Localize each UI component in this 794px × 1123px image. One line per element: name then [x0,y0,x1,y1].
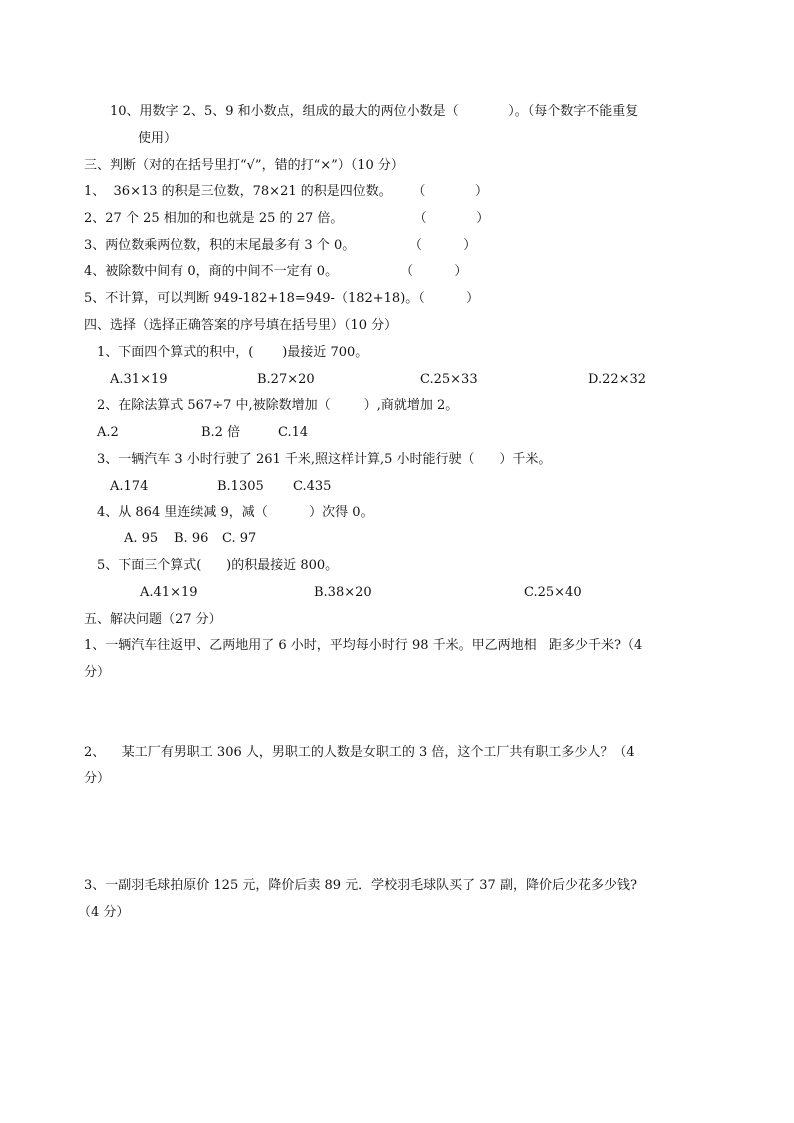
choice-q4-option-a: A. 95 [124,531,159,546]
q10-line1: 10、用数字 2、5、9 和小数点，组成的最大的两位小数是（ ）。（每个数字不能重复 [110,104,639,119]
choice-q2-option-b: B.2 倍 [201,425,241,440]
choice-q1-option-a: A.31×19 [110,372,168,387]
choice-q3-option-a: A.174 [110,479,149,494]
choice-q4-option-b: B. 96 [174,531,209,546]
problem-2-line2: 分） [84,771,111,786]
judge-item-2: 2、27 个 25 相加的和也就是 25 的 27 倍。 （ ） [84,211,490,226]
q10-line2: 使用） [138,131,178,146]
choice-q2-option-c: C.14 [278,425,309,440]
choice-q2: 2、在除法算式 567÷7 中,被除数增加（ ）,商就增加 2。 [97,398,459,413]
choice-q3-option-c: C.435 [293,479,332,494]
choice-q1-option-b: B.27×20 [257,372,315,387]
section4-heading: 四、选择（选择正确答案的序号填在括号里）（10 分） [84,318,398,333]
choice-q4: 4、从 864 里连续减 9，减（ ）次得 0。 [97,505,374,520]
judge-item-3: 3、两位数乘两位数，积的末尾最多有 3 个 0。 （ ） [84,238,477,253]
judge-item-4: 4、被除数中间有 0，商的中间不一定有 0。 （ ） [84,264,468,279]
choice-q3-option-b: B.1305 [217,479,264,494]
choice-q5-option-c: C.25×40 [524,585,582,600]
choice-q3: 3、一辆汽车 3 小时行驶了 261 千米,照这样计算,5 小时能行驶（ ）千米。 [97,452,552,467]
choice-q1-option-d: D.22×32 [588,372,647,387]
choice-q1: 1、下面四个算式的积中，( )最接近 700。 [97,345,369,360]
problem-2-line1: 2、 某工厂有男职工 306 人，男职工的人数是女职工的 3 倍，这个工厂共有职工多少人？（4 [84,745,635,760]
problem-1-line1: 1、一辆汽车往返甲、乙两地用了 6 小时，平均每小时行 98 千米。甲乙两地相 距多少千米?（4 [84,638,643,653]
section3-heading: 三、判断（对的在括号里打“√”，错的打“×”）（10 分） [84,158,404,173]
judge-item-5: 5、不计算，可以判断 949-182+18=949-（182+18)。（ ） [84,291,480,306]
judge-item-1: 1、 36×13 的积是三位数，78×21 的积是四位数。 （ ） [84,184,489,199]
problem-3-line1: 3、一副羽毛球拍原价 125 元，降价后卖 89 元．学校羽毛球队买了 37 副，降价后少花多少钱? [84,878,637,893]
choice-q1-option-c: C.25×33 [420,372,478,387]
section5-heading: 五、解决问题（27 分） [84,612,222,627]
choice-q2-option-a: A.2 [97,425,119,440]
choice-q5: 5、下面三个算式( )的积最接近 800。 [97,558,339,573]
choice-q5-option-b: B.38×20 [314,585,372,600]
choice-q5-option-a: A.41×19 [140,585,198,600]
problem-1-line2: 分） [84,665,111,680]
choice-q4-option-c: C. 97 [222,531,257,546]
problem-3-line2: （4 分） [78,905,130,920]
